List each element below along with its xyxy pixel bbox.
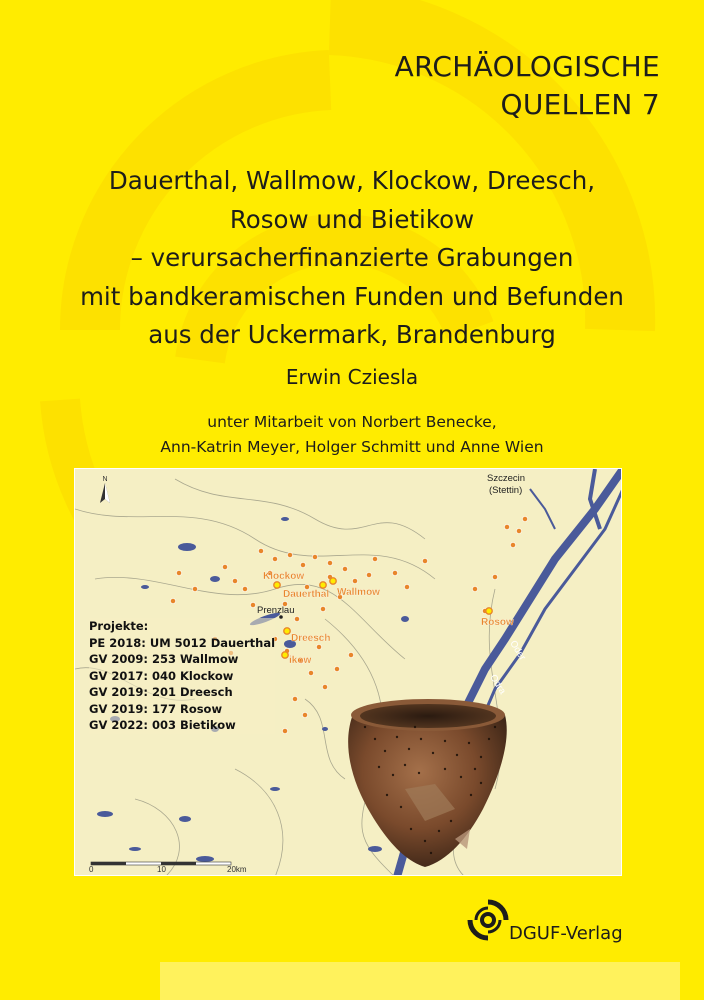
- site-label-klockow: Klockow: [263, 571, 305, 582]
- scale-tick-20: 20km: [227, 865, 247, 874]
- series-title-line-2: QUELLEN 7: [500, 88, 660, 121]
- svg-text:N: N: [102, 476, 108, 483]
- project-item: GV 2022: 003 Bietikow: [89, 718, 236, 732]
- river-label-odra: Odra: [487, 672, 508, 697]
- city-label-prenzlau: Prenzlau: [257, 605, 295, 616]
- collaborators-line-2: Ann-Katrin Meyer, Holger Schmitt und Anne Wien: [160, 438, 544, 456]
- scale-tick-10: 10: [157, 865, 166, 874]
- series-title-line-1: ARCHÄOLOGISCHE: [394, 50, 660, 83]
- site-label-dreesch: Dreesch: [291, 633, 331, 644]
- publisher-name: DGUF-Verlag: [509, 923, 623, 944]
- collaborators-line-1: unter Mitarbeit von Norbert Benecke,: [207, 413, 497, 431]
- title-line-5: aus der Uckermark, Brandenburg: [148, 320, 556, 349]
- site-map: [74, 468, 622, 876]
- project-item: PE 2018: UM 5012 Dauerthal: [89, 635, 276, 650]
- dguf-swirl-icon: [462, 894, 514, 950]
- title-line-4: mit bandkeramischen Funden und Befunden: [80, 281, 624, 311]
- ceramic-vessel-image: [348, 699, 507, 867]
- city-label-stettin: (Stettin): [489, 485, 523, 496]
- site-label-dauerthal: Dauerthal: [283, 589, 330, 600]
- site-label-wallmow: Wallmow: [337, 587, 380, 598]
- series-title: [395, 48, 660, 124]
- collaborators: [0, 410, 704, 460]
- bottom-highlight-strip: [160, 962, 680, 1000]
- scale-tick-0: 0: [89, 865, 94, 874]
- north-arrow-icon: [100, 476, 110, 503]
- project-item: GV 2019: 177 Rosow: [89, 701, 223, 716]
- river-label-oder: Oder: [507, 638, 528, 663]
- title-line-1: Dauerthal, Wallmow, Klockow, Dreesch,: [108, 166, 596, 195]
- title-line-2: Rosow und Bietikow: [229, 204, 475, 234]
- projects-heading: Projekte:: [89, 619, 149, 633]
- author-name: Erwin Cziesla: [285, 365, 419, 389]
- book-title: [60, 162, 644, 355]
- publisher-logo: [462, 890, 662, 970]
- title-line-3: – verursacherfinanzierte Grabungen: [130, 243, 574, 272]
- project-item: GV 2009: 253 Wallmow: [89, 652, 239, 666]
- project-item: GV 2017: 040 Klockow: [89, 668, 234, 683]
- projects-legend: [89, 618, 275, 734]
- city-label-szczecin: Szczecin: [487, 473, 526, 484]
- site-label-rosow: Rosow: [481, 617, 514, 628]
- site-label-bietikow: ikow: [289, 655, 312, 666]
- project-item: GV 2019: 201 Dreesch: [89, 685, 233, 699]
